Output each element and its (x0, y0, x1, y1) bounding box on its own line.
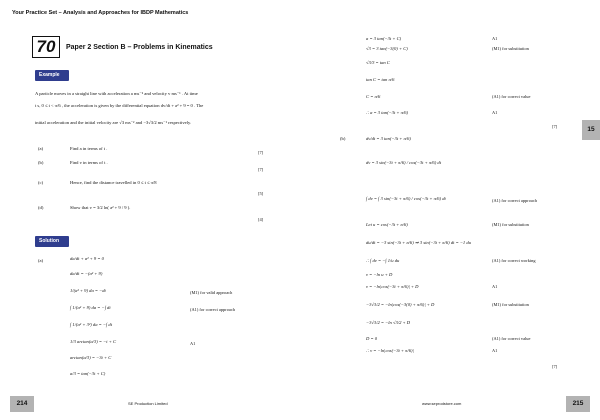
footer: www.seprodstore.com (422, 401, 462, 406)
part-b-label: (b) (340, 136, 346, 141)
solution-label: Solution (35, 236, 69, 247)
solution-mark: (M1) for substitution (492, 46, 529, 51)
solution-line: √3/3 = tan C (366, 60, 390, 65)
part-a-marks: [7] (552, 124, 558, 129)
solution-mark: A1 (492, 36, 498, 41)
solution-line: dv/dt = 3 tan(−3t + π/6) (366, 136, 411, 141)
chapter-side-tab: 15 (582, 120, 600, 140)
solution-mark: A1 (492, 110, 498, 115)
solution-mark: A1 (492, 284, 498, 289)
part-a-label: (a) (38, 146, 44, 151)
solution-line: v = −ln|cos(−3t + π/6)| + D (366, 284, 419, 289)
solution-line: ∫ 1/(a² + 3²) da = −∫ dt (70, 322, 113, 327)
solution-line: D = 0 (366, 336, 378, 341)
solution-line: tan C = tan π/6 (366, 77, 395, 82)
solution-mark: (A1) for correct approach (492, 198, 537, 203)
solution-mark: A1 (190, 341, 196, 346)
question-line-1: A particle moves in a straight line with acceleration a ms⁻² and velocity v ms⁻¹ . At time (35, 91, 198, 96)
part-d-text: Show that v = 3/2 ln( a² + 9 / 9 ). (70, 205, 131, 210)
part-b-label: (b) (38, 160, 44, 165)
part-c-label: (c) (38, 180, 44, 185)
solution-line: C = π/6 (366, 94, 381, 99)
solution-line: −3√3/2 = −ln √3/2 + D (366, 320, 411, 325)
solution-line: ∴ a = 3 tan(−3t + π/6) (366, 110, 409, 115)
solution-line: ∴ v = −ln|cos(−3t + π/6)| (366, 348, 414, 353)
solution-line: 1/3 arctan(a/3) = −t + C (70, 339, 117, 344)
page-number: 214 (10, 396, 34, 412)
solution-line: a/3 = tan(−3t + C) (70, 371, 106, 376)
solution-mark: (M1) for substitution (492, 302, 529, 307)
part-d-marks: [4] (258, 217, 264, 222)
chapter-title: Paper 2 Section B – Problems in Kinematics (66, 44, 213, 51)
solution-line: 1/(a² + 9) da = −dt (70, 288, 106, 293)
question-line-3: initial acceleration and the initial velocity are √3 ms⁻² and −3√3/2 ms⁻¹ respectively. (35, 120, 192, 125)
solution-line: Let u = cos(−3t + π/6) (366, 222, 408, 227)
solution-mark: A1 (492, 348, 498, 353)
solution-line: du/dt = −3 sin(−3t + π/6) ⇒ 3 sin(−3t + π/6) dt = −1 du (366, 240, 471, 245)
part-c-marks: [5] (258, 191, 264, 196)
solution-line: dv = 3 sin(−3t + π/6) / cos(−3t + π/6) dt (366, 160, 441, 165)
solution-line: da/dt = −(a² + 9) (70, 271, 103, 276)
footer: SE Production Limited (128, 401, 168, 406)
part-a-marks: [7] (258, 150, 264, 155)
solution-mark: (A1) for correct value (492, 336, 531, 341)
page-number: 215 (566, 396, 590, 412)
part-c-text: Hence, find the distance travelled in 0 ≤ t ≤ π/8 (70, 180, 157, 185)
example-label: Example (35, 70, 69, 81)
solution-line: arctan(a/3) = −3t + C (70, 355, 112, 360)
solution-line: a = 3 tan(−3t + C) (366, 36, 402, 41)
part-b-marks: [7] (258, 167, 264, 172)
part-d-label: (d) (38, 205, 44, 210)
solution-line: −3√3/2 = −ln|cos(−3(0) + π/6)| + D (366, 302, 435, 307)
series-title: Your Practice Set – Analysis and Approaches for IBDP Mathematics (12, 10, 189, 16)
solution-mark: (A1) for correct value (492, 94, 531, 99)
solution-mark: (M1) for substitution (492, 222, 529, 227)
solution-line: v = −ln u + D (366, 272, 393, 277)
chapter-number: 70 (32, 36, 60, 58)
solution-line: ∫ 1/(a² + 9) da = −∫ dt (70, 305, 111, 310)
solution-mark: (A1) for correct working (492, 258, 536, 263)
solution-a-label: (a) (38, 258, 44, 263)
solution-mark: (M1) for valid approach (190, 290, 233, 295)
question-line-2: t s, 0 ≤ t < π/6 , the acceleration is given by the differential equation dv/dt + a² + 9 = 0 . The (35, 103, 204, 108)
right-page (300, 0, 600, 420)
solution-mark: (A1) for correct approach (190, 307, 235, 312)
part-b-marks: [7] (552, 364, 558, 369)
solution-line: ∴ ∫ dv = −∫ 1/u du (366, 258, 400, 263)
part-b-text: Find v in terms of t . (70, 160, 108, 165)
part-a-text: Find a in terms of t . (70, 146, 108, 151)
solution-line: √3 = 3 tan(−3(0) + C) (366, 46, 408, 51)
solution-line: da/dt + a² + 9 = 0 (70, 256, 104, 261)
solution-line: ∫ dv = ∫ 3 sin(−3t + π/6) / cos(−3t + π/6) dt (366, 196, 446, 201)
